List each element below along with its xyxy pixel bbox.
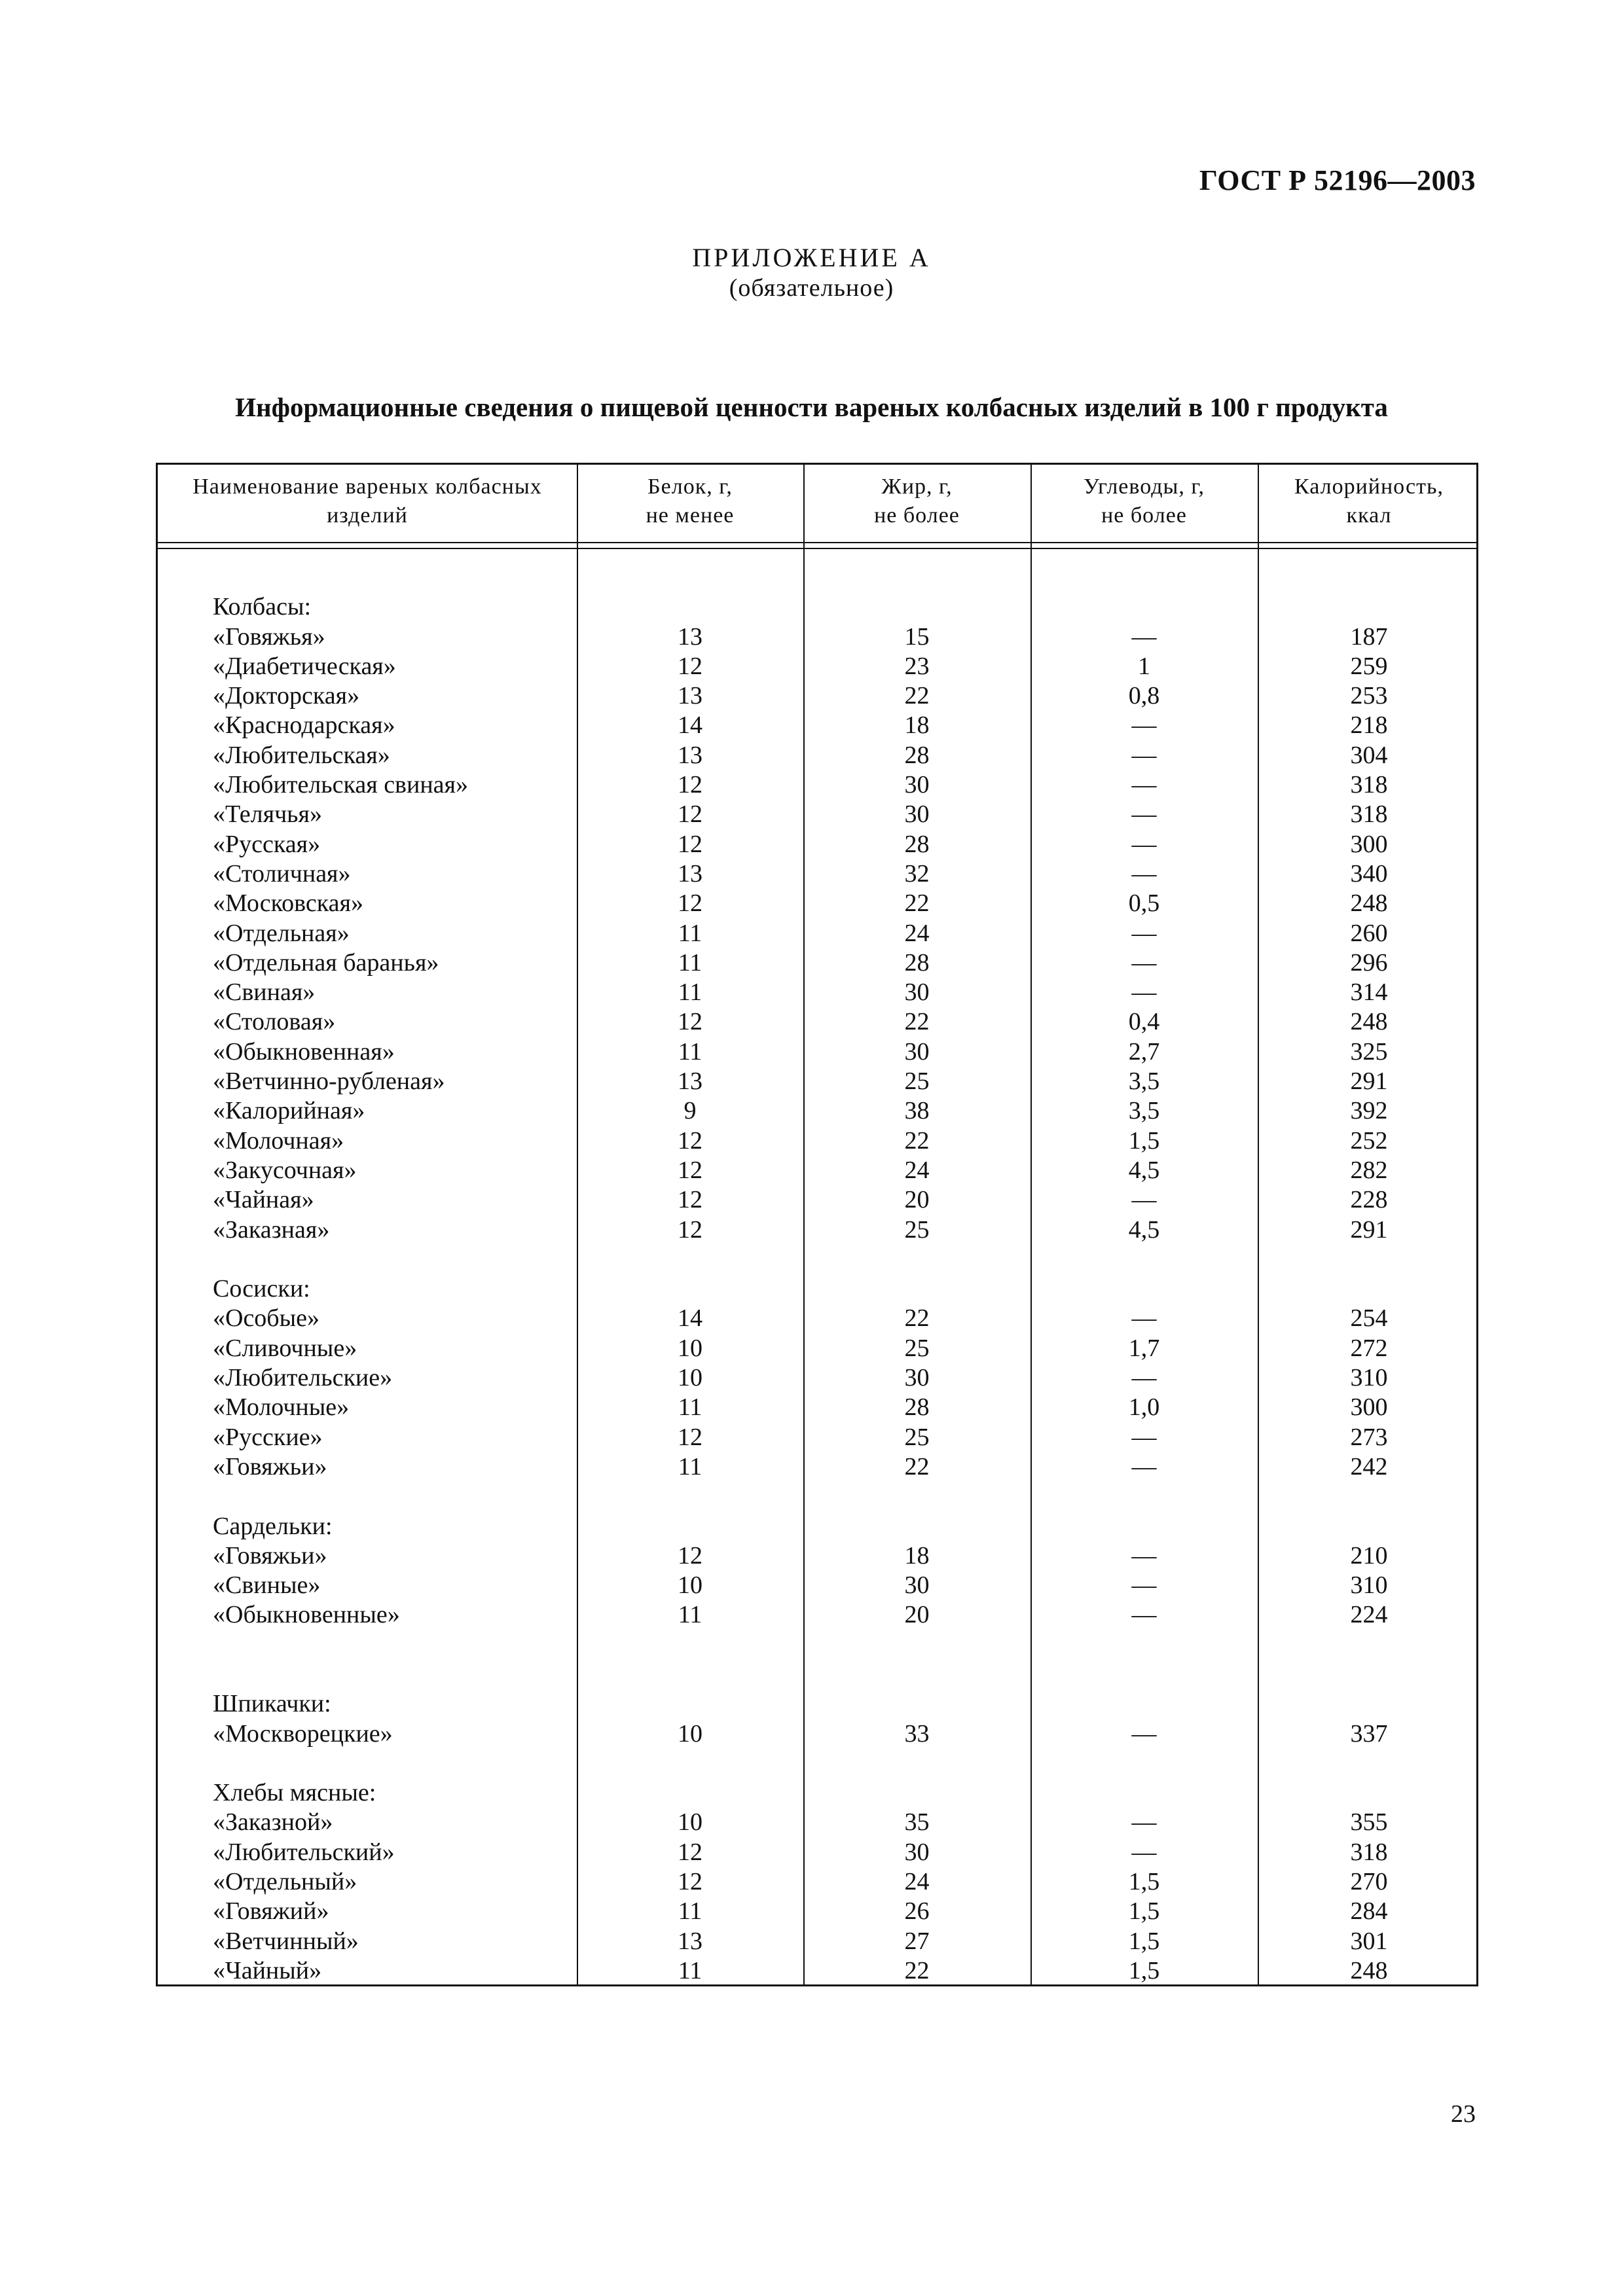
table-row <box>158 1600 1476 1630</box>
carbohydrates-cell: — <box>1131 978 1157 1007</box>
carbohydrates-cell: 1,5 <box>1128 1126 1160 1155</box>
page-number: 23 <box>1451 2100 1476 2128</box>
table-row <box>158 1007 1476 1037</box>
protein-cell: 10 <box>678 1571 702 1600</box>
table-row <box>158 1927 1476 1956</box>
carbohydrates-cell: — <box>1131 771 1157 799</box>
product-name-cell: Хлебы мясные: <box>213 1779 376 1807</box>
protein-cell: 12 <box>678 1541 702 1570</box>
product-name-cell: «Свиные» <box>213 1571 321 1600</box>
fat-cell: 22 <box>904 889 930 918</box>
fat-cell: 18 <box>904 711 930 740</box>
calories-cell: 248 <box>1350 889 1388 918</box>
product-name-cell: «Московская» <box>213 889 364 918</box>
carbohydrates-cell: — <box>1131 1541 1157 1570</box>
product-name-cell: «Докторская» <box>213 682 360 710</box>
table-row <box>158 1037 1476 1067</box>
protein-cell: 13 <box>678 622 702 651</box>
fat-cell: 23 <box>904 652 930 680</box>
calories-cell: 218 <box>1350 711 1388 740</box>
carbohydrates-cell: 1 <box>1138 652 1150 680</box>
fat-cell: 24 <box>904 919 930 947</box>
table-row <box>158 1778 1476 1808</box>
calories-cell: 228 <box>1350 1186 1388 1214</box>
protein-cell: 13 <box>678 1067 702 1096</box>
carbohydrates-cell: 3,5 <box>1128 1097 1160 1125</box>
protein-cell: 10 <box>678 1334 702 1362</box>
fat-cell: 38 <box>904 1097 930 1125</box>
header-product-name: Наименование вареных колбасных изделий <box>192 475 542 528</box>
protein-cell: 10 <box>678 1719 702 1748</box>
carbohydrates-cell: — <box>1131 1186 1157 1214</box>
fat-cell: 30 <box>904 1037 930 1066</box>
fat-cell: 22 <box>904 1008 930 1036</box>
product-name-cell: «Обыкновенная» <box>213 1037 395 1066</box>
protein-cell: 12 <box>678 800 702 829</box>
protein-cell: 10 <box>678 1808 702 1837</box>
product-name-cell: «Свиная» <box>213 978 316 1007</box>
product-name-cell: «Краснодарская» <box>213 711 395 740</box>
fat-cell: 28 <box>904 830 930 858</box>
product-name-cell: «Калорийная» <box>213 1097 365 1125</box>
table-row <box>158 1304 1476 1333</box>
table-row <box>158 770 1476 800</box>
table-row <box>158 1630 1476 1660</box>
table-row <box>158 1749 1476 1778</box>
protein-cell: 12 <box>678 652 702 680</box>
table-row <box>158 1423 1476 1452</box>
table-row <box>158 800 1476 829</box>
carbohydrates-cell: — <box>1131 622 1157 651</box>
header-fat: Жир, г, не более <box>874 475 960 528</box>
table-row <box>158 1897 1476 1926</box>
table-row <box>158 681 1476 711</box>
fat-cell: 30 <box>904 771 930 799</box>
header-carbohydrates: Углеводы, г, не более <box>1084 475 1205 528</box>
carbohydrates-cell: — <box>1131 1304 1157 1333</box>
product-name-cell: «Отдельный» <box>213 1868 357 1896</box>
calories-cell: 273 <box>1350 1423 1388 1451</box>
carbohydrates-cell: 1,5 <box>1128 1927 1160 1955</box>
product-name-cell: «Любительская свиная» <box>213 771 469 799</box>
fat-cell: 27 <box>904 1927 930 1955</box>
product-name-cell: «Молочная» <box>213 1126 344 1155</box>
table-row <box>158 919 1476 948</box>
table-row <box>158 1096 1476 1126</box>
fat-cell: 25 <box>904 1334 930 1362</box>
header-divider <box>158 548 1476 549</box>
table-row <box>158 1067 1476 1096</box>
calories-cell: 301 <box>1350 1927 1388 1955</box>
fat-cell: 22 <box>904 1304 930 1333</box>
protein-cell: 12 <box>678 1215 702 1244</box>
calories-cell: 248 <box>1350 1956 1388 1984</box>
protein-cell: 13 <box>678 682 702 710</box>
carbohydrates-cell: — <box>1131 1423 1157 1451</box>
protein-cell: 11 <box>678 1037 702 1066</box>
fat-cell: 15 <box>904 622 930 651</box>
calories-cell: 187 <box>1350 622 1388 651</box>
table-body <box>158 563 1476 1986</box>
product-name-cell: «Говяжьи» <box>213 1541 327 1570</box>
product-name-cell: «Сливочные» <box>213 1334 357 1362</box>
product-name-cell: «Говяжьи» <box>213 1452 327 1480</box>
table-row <box>158 741 1476 770</box>
product-name-cell: «Столовая» <box>213 1008 336 1036</box>
protein-cell: 14 <box>678 1304 702 1333</box>
document-code: ГОСТ Р 52196—2003 <box>1199 164 1476 196</box>
fat-cell: 18 <box>904 1541 930 1570</box>
table-row <box>158 563 1476 592</box>
protein-cell: 13 <box>678 741 702 769</box>
table-row <box>158 1245 1476 1274</box>
calories-cell: 318 <box>1350 1838 1388 1866</box>
calories-cell: 355 <box>1350 1808 1388 1837</box>
fat-cell: 20 <box>904 1601 930 1629</box>
carbohydrates-cell: — <box>1131 1364 1157 1392</box>
header-calories: Калорийность, ккал <box>1294 475 1444 528</box>
calories-cell: 291 <box>1350 1215 1388 1244</box>
carbohydrates-cell: — <box>1131 859 1157 888</box>
product-name-cell: «Говяжий» <box>213 1897 329 1926</box>
appendix-title: ПРИЛОЖЕНИЕ А <box>692 243 931 272</box>
protein-cell: 11 <box>678 1897 702 1926</box>
protein-cell: 11 <box>678 919 702 947</box>
fat-cell: 25 <box>904 1215 930 1244</box>
calories-cell: 300 <box>1350 830 1388 858</box>
protein-cell: 11 <box>678 1393 702 1422</box>
table-title: Информационные сведения о пищевой ценности вареных колбасных изделий в 100 г продукта <box>235 392 1388 422</box>
product-name-cell: «Русская» <box>213 830 321 858</box>
product-name-cell: «Ветчинный» <box>213 1927 359 1955</box>
fat-cell: 20 <box>904 1186 930 1214</box>
calories-cell: 310 <box>1350 1571 1388 1600</box>
calories-cell: 282 <box>1350 1156 1388 1184</box>
protein-cell: 14 <box>678 711 702 740</box>
carbohydrates-cell: — <box>1131 1601 1157 1629</box>
product-name-cell: Сардельки: <box>213 1512 333 1540</box>
carbohydrates-cell: — <box>1131 1571 1157 1600</box>
table-row <box>158 1956 1476 1986</box>
protein-cell: 12 <box>678 771 702 799</box>
product-name-cell: «Диабетическая» <box>213 652 396 680</box>
table-row <box>158 592 1476 622</box>
product-name-cell: «Телячья» <box>213 800 322 829</box>
protein-cell: 12 <box>678 1838 702 1866</box>
protein-cell: 9 <box>684 1097 697 1125</box>
fat-cell: 22 <box>904 682 930 710</box>
fat-cell: 22 <box>904 1956 930 1984</box>
table-row <box>158 1363 1476 1393</box>
carbohydrates-cell: — <box>1131 1719 1157 1748</box>
calories-cell: 296 <box>1350 948 1388 977</box>
calories-cell: 318 <box>1350 800 1388 829</box>
protein-cell: 11 <box>678 1452 702 1480</box>
fat-cell: 22 <box>904 1126 930 1155</box>
carbohydrates-cell: 1,5 <box>1128 1897 1160 1926</box>
table-row <box>158 1719 1476 1749</box>
carbohydrates-cell: — <box>1131 1452 1157 1480</box>
carbohydrates-cell: 1,0 <box>1128 1393 1160 1422</box>
calories-cell: 300 <box>1350 1393 1388 1422</box>
product-name-cell: «Обыкновенные» <box>213 1601 400 1629</box>
appendix-subtitle: (обязательное) <box>729 274 894 302</box>
product-name-cell: «Особые» <box>213 1304 320 1333</box>
product-name-cell: «Заказная» <box>213 1215 330 1244</box>
fat-cell: 25 <box>904 1423 930 1451</box>
calories-cell: 270 <box>1350 1868 1388 1896</box>
carbohydrates-cell: — <box>1131 919 1157 947</box>
fat-cell: 30 <box>904 1571 930 1600</box>
carbohydrates-cell: 1,5 <box>1128 1868 1160 1896</box>
fat-cell: 25 <box>904 1067 930 1096</box>
table-row <box>158 1571 1476 1600</box>
calories-cell: 252 <box>1350 1126 1388 1155</box>
table-row <box>158 1660 1476 1689</box>
protein-cell: 11 <box>678 978 702 1007</box>
protein-cell: 12 <box>678 1423 702 1451</box>
protein-cell: 12 <box>678 1156 702 1184</box>
carbohydrates-cell: — <box>1131 711 1157 740</box>
protein-cell: 11 <box>678 1956 702 1984</box>
table-row <box>158 1838 1476 1867</box>
calories-cell: 291 <box>1350 1067 1388 1096</box>
table-row <box>158 859 1476 889</box>
carbohydrates-cell: 2,7 <box>1128 1037 1160 1066</box>
protein-cell: 13 <box>678 859 702 888</box>
carbohydrates-cell: — <box>1131 741 1157 769</box>
product-name-cell: «Любительская» <box>213 741 390 769</box>
calories-cell: 253 <box>1350 682 1388 710</box>
product-name-cell: «Любительские» <box>213 1364 393 1392</box>
fat-cell: 28 <box>904 741 930 769</box>
table-row <box>158 889 1476 918</box>
calories-cell: 260 <box>1350 919 1388 947</box>
fat-cell: 24 <box>904 1868 930 1896</box>
carbohydrates-cell: 3,5 <box>1128 1067 1160 1096</box>
carbohydrates-cell: — <box>1131 948 1157 977</box>
header-protein: Белок, г, не менее <box>646 475 735 528</box>
product-name-cell: «Любительский» <box>213 1838 395 1866</box>
fat-cell: 24 <box>904 1156 930 1184</box>
table-row <box>158 622 1476 652</box>
product-name-cell: «Заказной» <box>213 1808 333 1837</box>
table-row <box>158 1452 1476 1482</box>
calories-cell: 254 <box>1350 1304 1388 1333</box>
table-row <box>158 1867 1476 1897</box>
protein-cell: 10 <box>678 1364 702 1392</box>
table-row <box>158 711 1476 740</box>
carbohydrates-cell: 0,8 <box>1128 682 1160 710</box>
table-row <box>158 1126 1476 1156</box>
calories-cell: 224 <box>1350 1601 1388 1629</box>
table-row <box>158 1334 1476 1363</box>
table-row <box>158 830 1476 859</box>
product-name-cell: «Отдельная» <box>213 919 350 947</box>
nutrition-table <box>156 463 1478 1986</box>
calories-cell: 242 <box>1350 1452 1388 1480</box>
product-name-cell: «Закусочная» <box>213 1156 357 1184</box>
calories-cell: 392 <box>1350 1097 1388 1125</box>
calories-cell: 325 <box>1350 1037 1388 1066</box>
carbohydrates-cell: — <box>1131 830 1157 858</box>
calories-cell: 210 <box>1350 1541 1388 1570</box>
table-row <box>158 1156 1476 1185</box>
carbohydrates-cell: 1,7 <box>1128 1334 1160 1362</box>
product-name-cell: «Русские» <box>213 1423 323 1451</box>
table-row <box>158 978 1476 1007</box>
table-row <box>158 1541 1476 1571</box>
calories-cell: 272 <box>1350 1334 1388 1362</box>
product-name-cell: «Чайная» <box>213 1186 314 1214</box>
calories-cell: 284 <box>1350 1897 1388 1926</box>
table-row <box>158 1808 1476 1837</box>
fat-cell: 32 <box>904 859 930 888</box>
protein-cell: 11 <box>678 948 702 977</box>
table-row <box>158 1274 1476 1304</box>
fat-cell: 30 <box>904 800 930 829</box>
fat-cell: 30 <box>904 978 930 1007</box>
protein-cell: 11 <box>678 1601 702 1629</box>
fat-cell: 22 <box>904 1452 930 1480</box>
calories-cell: 318 <box>1350 771 1388 799</box>
product-name-cell: «Отдельная баранья» <box>213 948 439 977</box>
carbohydrates-cell: 0,4 <box>1128 1008 1160 1036</box>
protein-cell: 12 <box>678 889 702 918</box>
fat-cell: 28 <box>904 1393 930 1422</box>
product-name-cell: Сосиски: <box>213 1275 310 1303</box>
header-divider <box>158 542 1476 543</box>
calories-cell: 340 <box>1350 859 1388 888</box>
carbohydrates-cell: — <box>1131 800 1157 829</box>
product-name-cell: «Молочные» <box>213 1393 350 1422</box>
carbohydrates-cell: 4,5 <box>1128 1156 1160 1184</box>
calories-cell: 304 <box>1350 741 1388 769</box>
table-row <box>158 1482 1476 1511</box>
table-row <box>158 1393 1476 1422</box>
table-row <box>158 652 1476 681</box>
calories-cell: 314 <box>1350 978 1388 1007</box>
fat-cell: 33 <box>904 1719 930 1748</box>
table-row <box>158 1185 1476 1215</box>
product-name-cell: Шпикачки: <box>213 1690 331 1718</box>
protein-cell: 12 <box>678 1868 702 1896</box>
protein-cell: 12 <box>678 830 702 858</box>
protein-cell: 12 <box>678 1126 702 1155</box>
table-row <box>158 1215 1476 1245</box>
product-name-cell: Колбасы: <box>213 593 312 621</box>
table-row <box>158 1689 1476 1719</box>
carbohydrates-cell: 0,5 <box>1128 889 1160 918</box>
protein-cell: 12 <box>678 1008 702 1036</box>
product-name-cell: «Говяжья» <box>213 622 325 651</box>
calories-cell: 337 <box>1350 1719 1388 1748</box>
calories-cell: 310 <box>1350 1364 1388 1392</box>
protein-cell: 13 <box>678 1927 702 1955</box>
calories-cell: 259 <box>1350 652 1388 680</box>
product-name-cell: «Москворецкие» <box>213 1719 393 1748</box>
fat-cell: 30 <box>904 1364 930 1392</box>
carbohydrates-cell: 1,5 <box>1128 1956 1160 1984</box>
carbohydrates-cell: — <box>1131 1808 1157 1837</box>
fat-cell: 30 <box>904 1838 930 1866</box>
fat-cell: 35 <box>904 1808 930 1837</box>
product-name-cell: «Чайный» <box>213 1956 322 1984</box>
carbohydrates-cell: — <box>1131 1838 1157 1866</box>
product-name-cell: «Ветчинно-рубленая» <box>213 1067 445 1096</box>
carbohydrates-cell: 4,5 <box>1128 1215 1160 1244</box>
product-name-cell: «Столичная» <box>213 859 351 888</box>
table-row <box>158 1512 1476 1541</box>
protein-cell: 12 <box>678 1186 702 1214</box>
table-row <box>158 948 1476 978</box>
calories-cell: 248 <box>1350 1008 1388 1036</box>
fat-cell: 26 <box>904 1897 930 1926</box>
fat-cell: 28 <box>904 948 930 977</box>
